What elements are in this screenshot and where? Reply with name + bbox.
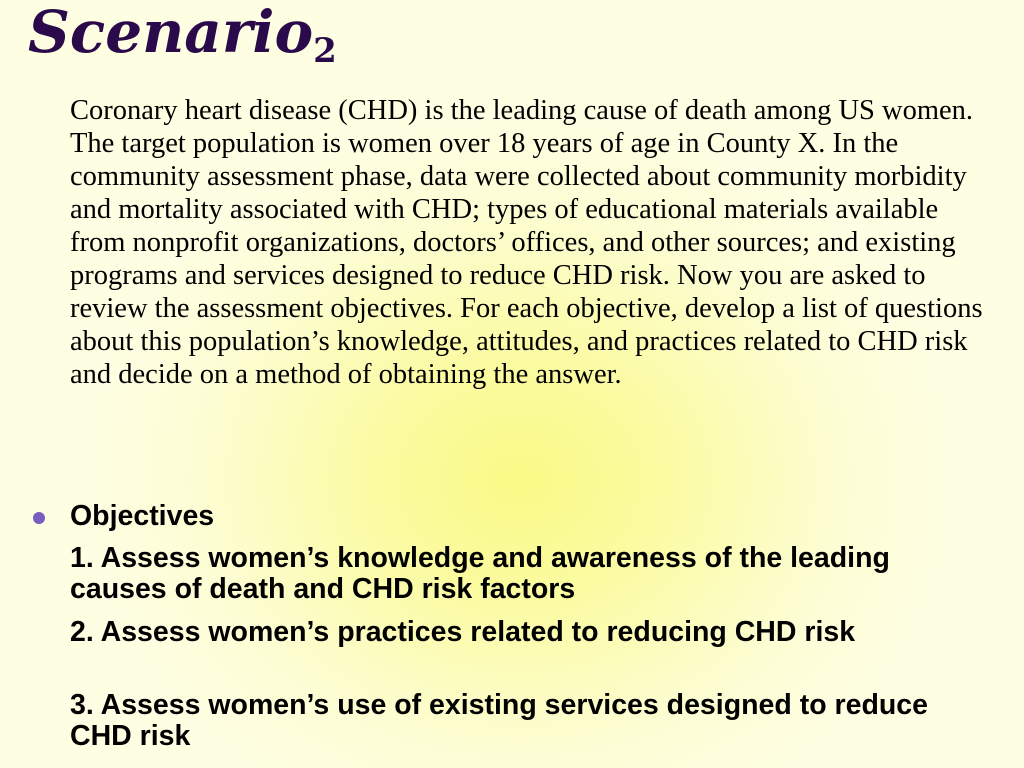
scenario-paragraph: Coronary heart disease (CHD) is the leading cause of death among US women. The target population is women over 18 years of age in County X. In the community assessment phase, data were collected about community morbidity and mortality associated with CHD; types of educational materials available from nonprofit organizations, doctors’ offices, and other sources; and existing programs and services designed to reduce CHD risk. Now you are asked to review the assessment objectives. For each objective, develop a list of questions about this population’s knowledge, attitudes, and practices related to CHD risk and decide on a method of obtaining the answer. bbox=[70, 95, 983, 390]
objective-item-1: 1. Assess women’s knowledge and awareness of the leading causes of death and CHD risk factors bbox=[70, 542, 890, 605]
title-subscript: 2 bbox=[313, 31, 337, 71]
slide-title bbox=[28, 0, 337, 83]
objectives-heading: Objectives bbox=[70, 500, 215, 532]
bullet-icon bbox=[33, 512, 45, 524]
objective-item-2: 2. Assess women’s practices related to reducing CHD risk bbox=[70, 616, 856, 648]
objective-item-3: 3. Assess women’s use of existing services designed to reduce CHD risk bbox=[70, 689, 928, 752]
title-text: Scenario bbox=[28, 0, 314, 66]
